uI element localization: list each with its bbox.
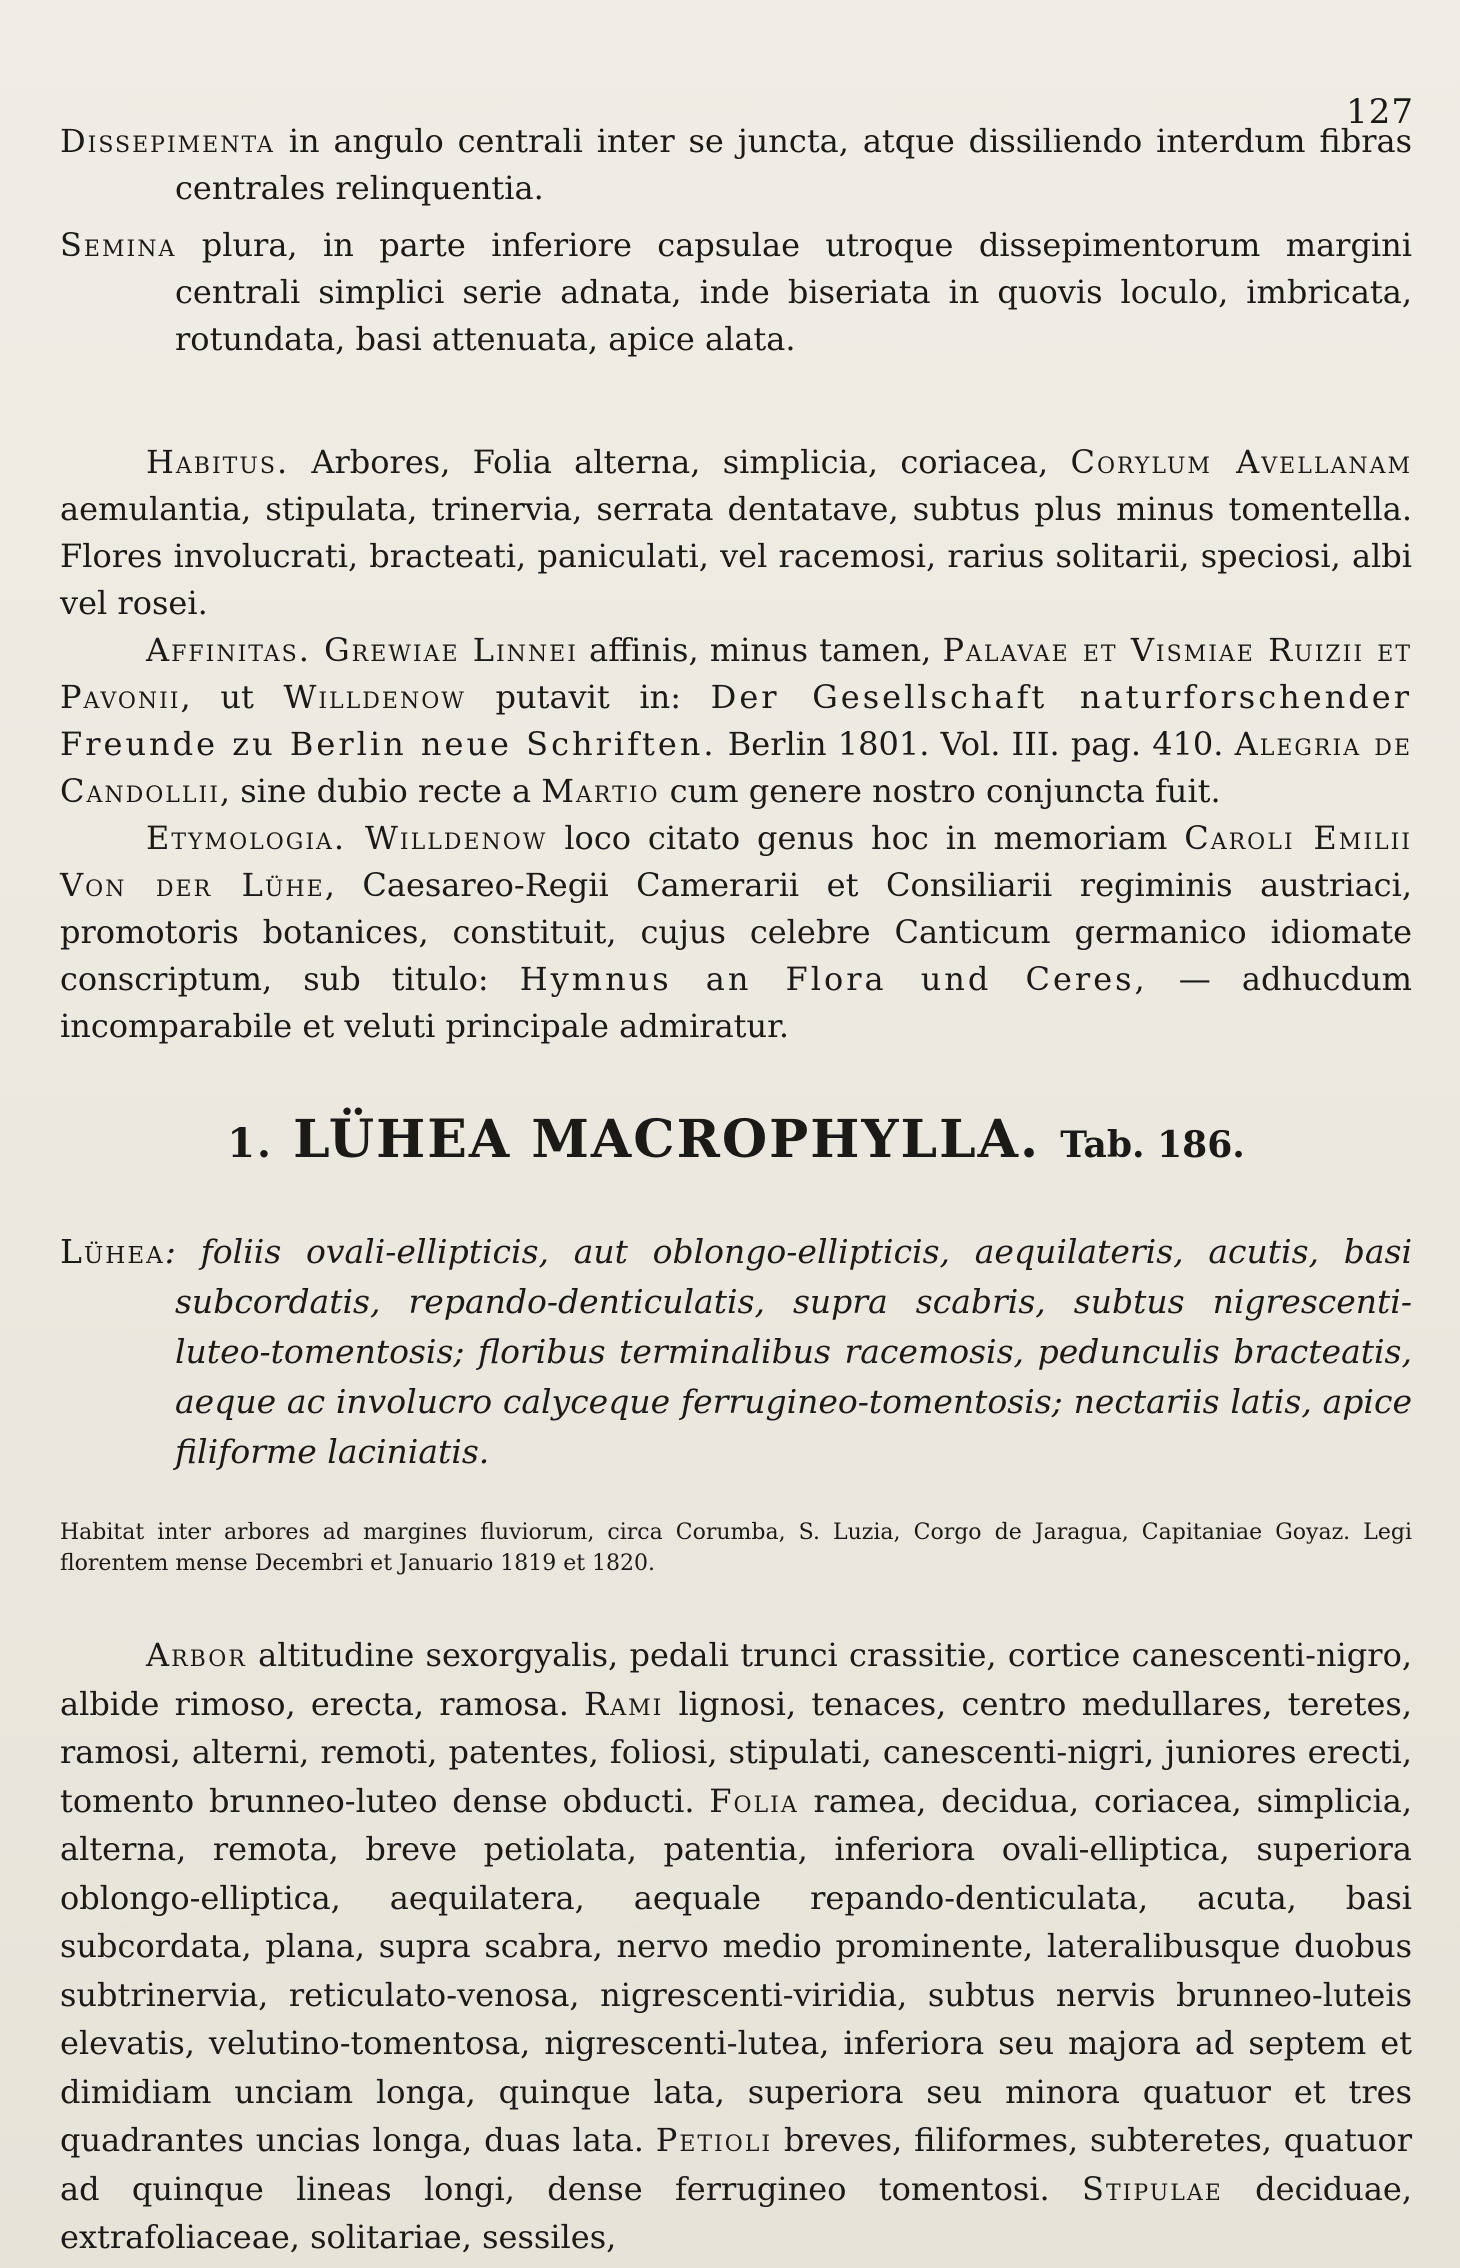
term-martio: Martio bbox=[541, 772, 660, 810]
term-willdenow-2: Willdenow bbox=[346, 819, 548, 857]
etymologia-text-1: loco citato genus hoc in memoriam bbox=[547, 819, 1185, 857]
term-petioli: Petioli bbox=[655, 2121, 773, 2159]
term-stipulae: Stipulae bbox=[1082, 2169, 1223, 2208]
spaced-title-hymnus: Hymnus an Flora und Ceres, bbox=[519, 960, 1148, 998]
diagnosis-text: : foliis ovali-ellipticis, aut oblongo-ellipticis, aequilateris, acutis, basi subcordatis, repando-denticulatis, supra scabris, subtus nigrescenti-luteo-tomentosis; floribus terminalibus racemosis, pedunculis bracteatis, aeque ac involucro calyceque ferrugineo-tomentosis; nectariis latis, apice filiforme laciniatis. bbox=[164, 1232, 1412, 1471]
etymologia-text-2: , Caesareo-Regii Camerarii et Consiliarii regiminis austriaci, promotoris botanices, constituit, cujus celebre Canticum germanico idiomate conscriptum, sub titulo: bbox=[60, 866, 1412, 998]
paragraph-dissepimenta bbox=[60, 118, 1412, 212]
term-palavae: Palavae et Vismiae Ruizii et Pavonii bbox=[60, 631, 1413, 716]
term-grewiae: Grewiae Linnei bbox=[310, 631, 578, 669]
paragraph-affinitas bbox=[60, 627, 1412, 815]
affinitas-text-2: , ut bbox=[180, 678, 284, 716]
habitus-text-2: aemulantia, stipulata, trinervia, serrata dentatave, subtus plus minus tomentella. Flores involucrati, bracteati, paniculati, vel racemosi, rarius solitarii, speciosi, albi vel rosei. bbox=[60, 490, 1412, 622]
description-text-2: lignosi, tenaces, centro medullares, teretes, ramosi, alterni, remoti, patentes, foliosi, stipulati, canescenti-nigri, juniores erecti, tomento brunneo-luteo dense obducti. bbox=[60, 1684, 1412, 1820]
paragraph-habitus bbox=[60, 439, 1412, 627]
page-number: 127 bbox=[1346, 92, 1414, 132]
paragraph-description bbox=[60, 1631, 1412, 2262]
species-number: 1. bbox=[227, 1120, 273, 1167]
term-luhea: Lühea bbox=[60, 1232, 165, 1271]
paragraph-semina bbox=[60, 222, 1412, 363]
paragraph-etymologia bbox=[60, 815, 1412, 1050]
affinitas-text-3: putavit in: bbox=[465, 678, 711, 716]
term-affinitas: Affinitas. bbox=[146, 631, 311, 669]
affinitas-text-4: Berlin 1801. Vol. III. pag. 410. bbox=[716, 725, 1235, 763]
term-semina: Semina bbox=[60, 226, 177, 264]
affinitas-text-6: cum genere nostro conjuncta fuit. bbox=[659, 772, 1221, 810]
affinitas-text-5: , sine dubio recte a bbox=[219, 772, 542, 810]
term-alegria: Alegria de Candollii bbox=[60, 725, 1413, 810]
species-name: LÜHEA MACROPHYLLA. bbox=[293, 1109, 1041, 1170]
term-folia: Folia bbox=[709, 1781, 799, 1820]
term-rami: Rami bbox=[584, 1684, 664, 1723]
habitat-note: Habitat inter arbores ad margines fluviorum, circa Corumba, S. Luzia, Corgo de Jaragua, Capitaniae Goyaz. Legi florentem mense Decembri et Januario 1819 et 1820. bbox=[60, 1520, 1412, 1576]
etymologia-text-3: — adhucdum incomparabile et veluti principale admiratur. bbox=[60, 960, 1413, 1045]
semina-text: plura, in parte inferiore capsulae utroque dissepimentorum margini centrali simplici serie adnata, inde biseriata in quovis loculo, imbricata, rotundata, basi attenuata, apice alata. bbox=[175, 226, 1412, 358]
term-etymologia: Etymologia. bbox=[146, 819, 347, 857]
spaced-title-schriften: Der Gesellschaft naturforschender Freunde zu Berlin neue Schriften. bbox=[60, 678, 1412, 763]
term-dissepimenta: Dissepimenta bbox=[60, 122, 275, 160]
term-habitus: Habitus. bbox=[146, 443, 290, 481]
description-text-3: ramea, decidua, coriacea, simplicia, alterna, remota, breve petiolata, patentia, inferiora ovali-elliptica, superiora oblongo-elliptica, aequilatera, aequale repando-denticulata, acuta, basi subcordata, plana, supra scabra, nervo medio prominente, lateralibusque duobus subtrinervia, reticulato-venosa, nigrescenti-viridia, subtus nervis brunneo-luteis elevatis, velutino-tomentosa, nigrescenti-lutea, inferiora seu majora ad septem et dimidiam unciam longa, quinque lata, superiora seu minora quatuor et tres quadrantes uncias longa, duas lata. bbox=[60, 1781, 1412, 2159]
term-caroli: Caroli Emilii Von der Lühe bbox=[60, 819, 1413, 904]
term-arbor: Arbor bbox=[146, 1636, 247, 1674]
dissepimenta-text: in angulo centrali inter se juncta, atque dissiliendo interdum fibras centrales relinquentia. bbox=[175, 122, 1412, 207]
description-text-4: breves, filiformes, subteretes, quatuor ad quinque lineas longi, dense ferrugineo tomentosi. bbox=[60, 2121, 1413, 2208]
affinitas-text-1: affinis, minus tamen, bbox=[577, 631, 943, 669]
plate-reference: Tab. 186. bbox=[1060, 1124, 1245, 1166]
page-body bbox=[60, 118, 1412, 2262]
species-title bbox=[60, 1110, 1412, 1175]
term-corylum: Corylum Avellanam bbox=[1070, 443, 1413, 481]
description-text-5: deciduae, extrafoliaceae, solitariae, sessiles, bbox=[60, 2169, 1413, 2256]
description-text-1: altitudine sexorgyalis, pedali trunci crassitie, cortice canescenti-nigro, albide rimoso, erecta, ramosa. bbox=[60, 1636, 1412, 1723]
habitus-text-1: Arbores, Folia alterna, simplicia, coriacea, bbox=[289, 443, 1071, 481]
term-willdenow: Willdenow bbox=[283, 678, 466, 716]
diagnosis bbox=[60, 1227, 1412, 1477]
